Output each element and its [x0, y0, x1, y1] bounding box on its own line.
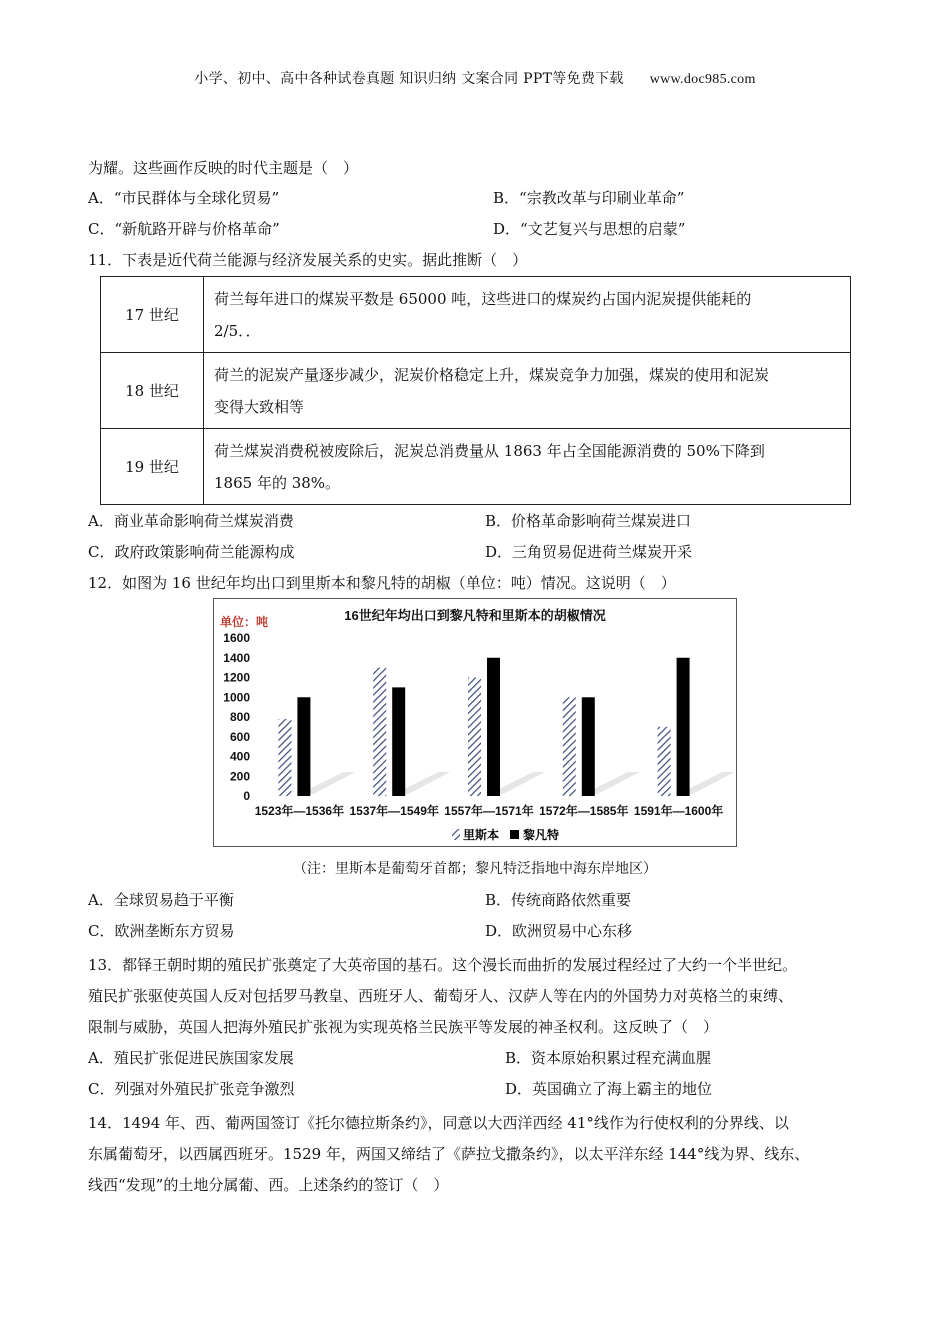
q11-option-b[interactable]: B．价格革命影响荷兰煤炭进口 [485, 512, 692, 530]
q13-option-c[interactable]: C．列强对外殖民扩张竞争激烈 [88, 1080, 295, 1098]
bar-lisbon [468, 678, 481, 797]
q12-option-b[interactable]: B．传统商路依然重要 [485, 891, 632, 909]
q10-option-b[interactable]: B．“宗教改革与印刷业革命” [493, 189, 685, 207]
q10-option-a[interactable]: A．“市民群体与全球化贸易” [88, 189, 280, 207]
q13-option-a[interactable]: A．殖民扩张促进民族国家发展 [88, 1049, 294, 1067]
table-row [101, 429, 851, 505]
period-cell: 19 世纪 [101, 429, 204, 505]
y-tick-label: 1000 [223, 690, 250, 705]
fact-cell [204, 277, 851, 353]
q11-option-c[interactable]: C．政府政策影响荷兰能源构成 [88, 543, 295, 561]
legend-label-levant: 黎凡特 [523, 828, 560, 842]
q12-option-d[interactable]: D．欧洲贸易中心东移 [485, 922, 633, 940]
table-row [101, 277, 851, 353]
q14-line: 东属葡萄牙，以西属西班牙。1529 年，两国又缔结了《萨拉戈撒条约》，以太平洋东经 144°线为界、线东、 [88, 1145, 810, 1163]
header-text: 小学、初中、高中各种试卷真题 知识归纳 文案合同 PPT等免费下载 [194, 71, 624, 87]
y-tick-label: 800 [229, 710, 250, 724]
q14-stem [88, 1108, 878, 1201]
header-site[interactable]: www.doc985.com [649, 72, 756, 87]
q14-line: 线西“发现”的土地分属葡、西。上述条约的签订（ ） [88, 1176, 449, 1194]
q11-option-a[interactable]: A．商业革命影响荷兰煤炭消费 [88, 512, 294, 530]
fact-line: 变得大致相等 [214, 397, 305, 416]
q10-option-d[interactable]: D．“文艺复兴与思想的启蒙” [493, 220, 686, 238]
period-cell: 17 世纪 [101, 277, 204, 353]
y-tick-label: 200 [229, 769, 250, 784]
x-tick-label: 1557年—1571年 [444, 804, 534, 818]
q13-option-d[interactable]: D．英国确立了海上霸主的地位 [505, 1080, 713, 1098]
x-tick-label: 1523年—1536年 [254, 804, 345, 818]
bar-levant [677, 658, 690, 796]
pepper-export-chart [213, 598, 737, 847]
legend-swatch-levant [510, 830, 519, 839]
page-header [0, 68, 950, 88]
fact-line: 1865 年的 38%。 [214, 473, 341, 492]
bar-levant [487, 658, 500, 796]
q12-note: （注：里斯本是葡萄牙首都；黎凡特泛指地中海东岸地区） [293, 861, 657, 877]
y-tick-label: 400 [229, 749, 250, 764]
fact-line: 荷兰的泥炭产量逐步减少，泥炭价格稳定上升，煤炭竞争力加强，煤炭的使用和泥炭 [214, 365, 770, 384]
q11-table [100, 276, 851, 505]
chart-title: 16世纪年均出口到黎凡特和里斯本的胡椒情况 [344, 608, 606, 623]
q11-option-d[interactable]: D．三角贸易促进荷兰煤炭开采 [485, 543, 693, 561]
fact-line: 荷兰每年进口的煤炭平数是 65000 吨，这些进口的煤炭约占国内泥炭提供能耗的 [214, 289, 752, 308]
bar-levant [297, 697, 310, 796]
legend-label-lisbon: 里斯本 [463, 828, 500, 842]
bar-lisbon [278, 719, 291, 796]
chart-svg [214, 599, 736, 846]
chart-legend [452, 827, 559, 842]
q13-line: 限制与威胁，英国人把海外殖民扩张视为实现英格兰民族平等发展的神圣权利。这反映了（ ） [88, 1018, 719, 1036]
fact-cell [204, 429, 851, 505]
q11-stem: 11．下表是近代荷兰能源与经济发展关系的史实。据此推断（ ） [88, 251, 528, 269]
bar-lisbon [373, 668, 386, 796]
x-tick-label: 1591年—1600年 [633, 804, 724, 818]
fact-line: 荷兰煤炭消费税被废除后，泥炭总消费量从 1863 年占全国能源消费的 50%下降到 [214, 441, 765, 460]
q13-line: 13．都铎王朝时期的殖民扩张奠定了大英帝国的基石。这个漫长而曲折的发展过程经过了大约一个半世纪。 [88, 956, 798, 974]
period-cell: 18 世纪 [101, 353, 204, 429]
y-tick-label: 0 [243, 789, 250, 803]
q12-option-c[interactable]: C．欧洲垄断东方贸易 [88, 922, 235, 940]
y-tick-label: 1400 [223, 650, 250, 665]
legend-swatch-lisbon [452, 829, 460, 840]
table-row [101, 353, 851, 429]
bar-lisbon [658, 727, 671, 796]
bar-levant [392, 687, 405, 796]
q14-line: 14．1494 年、西、葡两国签订《托尔德拉斯条约》，同意以大西洋西经 41°线作为行使权利的分界线、以 [88, 1114, 789, 1132]
q10-option-c[interactable]: C．“新航路开辟与价格革命” [88, 220, 280, 238]
chart-unit-label: 单位：吨 [220, 615, 269, 629]
q13-line: 殖民扩张驱使英国人反对包括罗马教皇、西班牙人、葡萄牙人、汉萨人等在内的外国势力对英格兰的束缚、 [88, 987, 794, 1005]
y-tick-label: 1600 [223, 631, 250, 645]
bar-levant [582, 697, 595, 796]
y-tick-label: 1200 [223, 670, 250, 685]
y-tick-label: 600 [229, 729, 250, 744]
q10-stem: 为耀。这些画作反映的时代主题是（ ） [88, 159, 359, 177]
x-tick-label: 1572年—1585年 [539, 804, 629, 818]
bar-lisbon [563, 697, 576, 796]
x-tick-label: 1537年—1549年 [349, 804, 439, 818]
q13-option-b[interactable]: B．资本原始积累过程充满血腥 [505, 1049, 712, 1067]
fact-line: 2/5．． [214, 321, 261, 340]
q12-stem: 12．如图为 16 世纪年均出口到里斯本和黎凡特的胡椒（单位：吨）情况。这说明（ ） [88, 574, 676, 592]
q13-stem [88, 950, 878, 1043]
q12-option-a[interactable]: A．全球贸易趋于平衡 [88, 891, 234, 909]
fact-cell [204, 353, 851, 429]
